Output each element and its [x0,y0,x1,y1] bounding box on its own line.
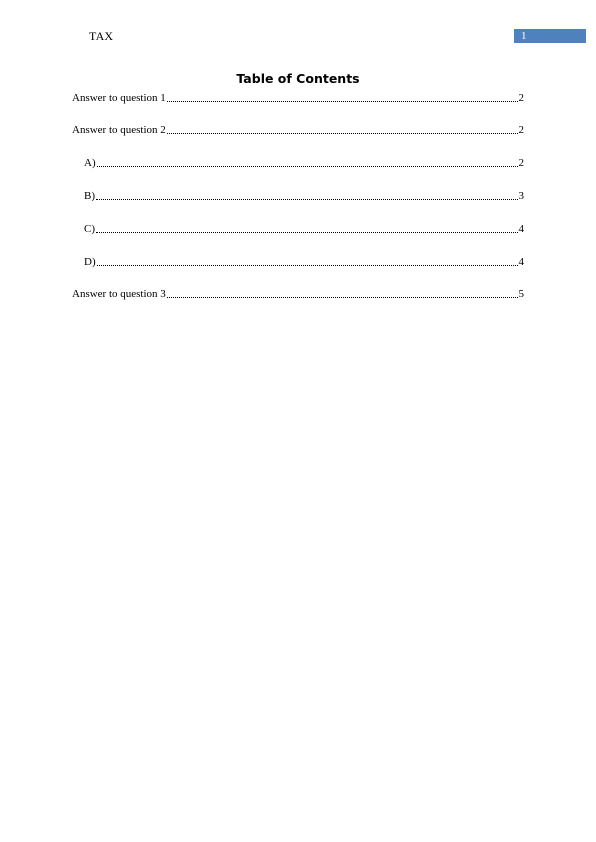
toc-entry-label: A) [84,157,96,169]
toc-entry-label: B) [84,190,95,202]
toc-heading: Table of Contents [236,71,360,86]
toc-entry-question-2b[interactable] [84,189,524,203]
toc-dot-leader [96,232,518,233]
toc-entry-page: 5 [518,288,524,300]
toc-entry-page: 2 [518,92,524,104]
toc-entry-question-2[interactable] [72,123,524,137]
toc-entry-label: Answer to question 3 [72,288,166,300]
toc-entry-question-2a[interactable] [84,156,524,170]
toc-entry-question-2d[interactable] [84,255,524,269]
toc-entry-question-2c[interactable] [84,222,524,236]
toc-entry-page: 4 [518,223,524,235]
toc-dot-leader [96,199,518,200]
toc-entry-label: C) [84,223,95,235]
toc-entry-label: Answer to question 2 [72,124,166,136]
running-header-title: TAX [89,29,114,43]
toc-entry-label: Answer to question 1 [72,92,166,104]
toc-dot-leader [97,265,518,266]
toc-dot-leader [167,101,518,102]
toc-entry-page: 2 [518,124,524,136]
toc-entry-question-1[interactable] [72,91,524,105]
page-number: 1 [521,30,527,42]
toc-dot-leader [167,297,518,298]
toc-entry-page: 4 [518,256,524,268]
toc-entry-question-3[interactable] [72,287,524,301]
toc-entry-label: D) [84,256,96,268]
page-number-badge [514,29,586,43]
toc-dot-leader [167,133,518,134]
toc-dot-leader [97,166,518,167]
toc-entry-page: 2 [518,157,524,169]
toc-entry-page: 3 [518,190,524,202]
